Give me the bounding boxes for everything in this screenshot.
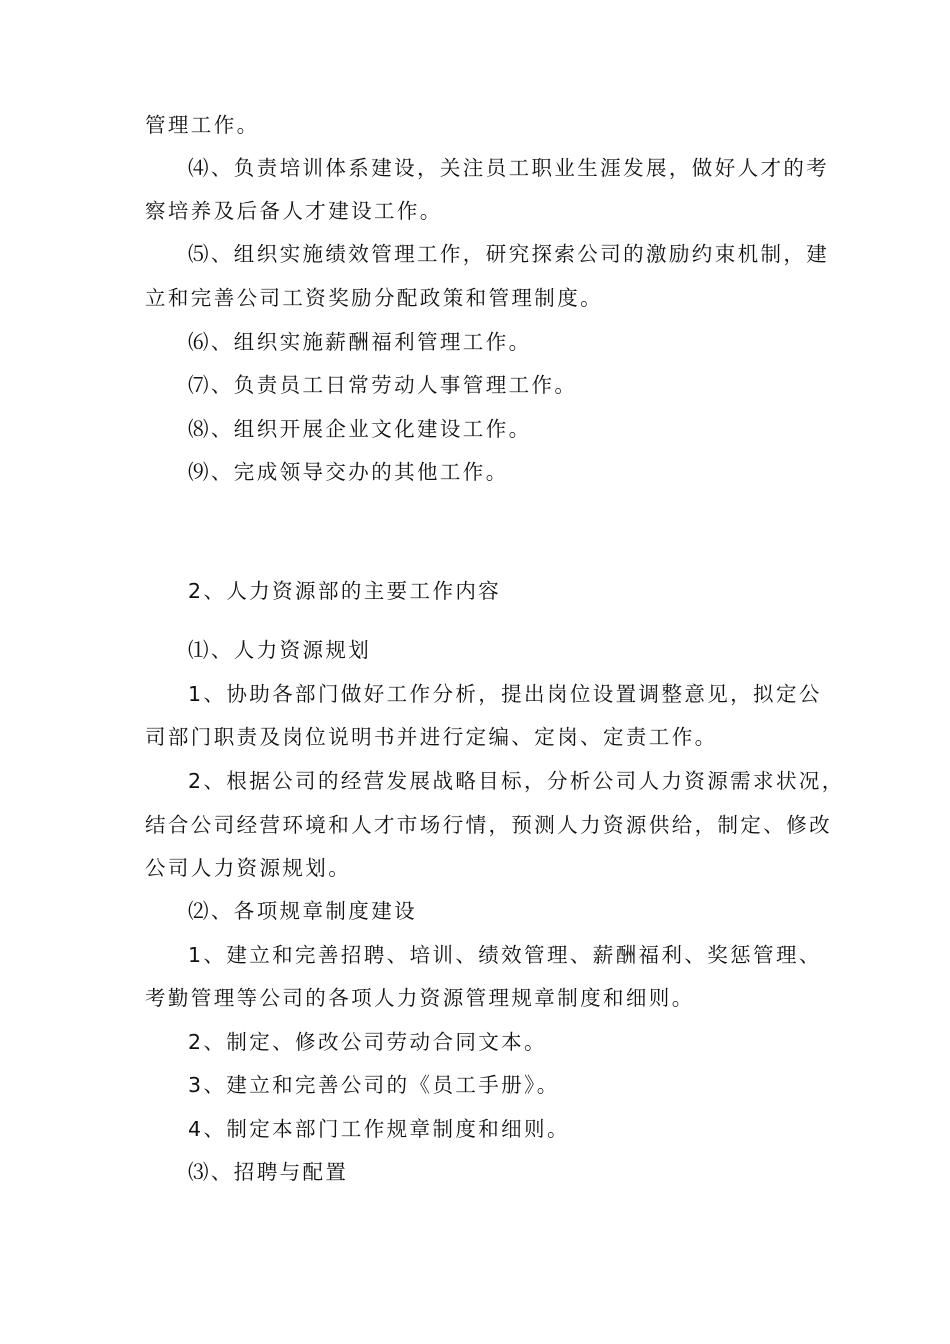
subsection-heading: ⑵、各项规章制度建设 [188, 899, 417, 923]
text-line: 立和完善公司工资奖励分配政策和管理制度。 [145, 286, 603, 310]
subsection-heading: ⑴、人力资源规划 [188, 638, 372, 662]
text-line: 司部门职责及岗位说明书并进行定编、定岗、定责工作。 [145, 725, 718, 749]
text-line: 公司人力资源规划。 [145, 856, 352, 880]
text-line: ⑹、组织实施薪酬福利管理工作。 [188, 330, 532, 354]
text-line: 1、建立和完善招聘、培训、绩效管理、薪酬福利、奖惩管理、 [188, 943, 822, 967]
section-heading: 2、人力资源部的主要工作内容 [188, 579, 502, 603]
text-line: ⑸、组织实施绩效管理工作，研究探索公司的激励约束机制，建 [188, 242, 830, 266]
text-line: 1、协助各部门做好工作分析，提出岗位设置调整意见，拟定公 [188, 682, 822, 706]
text-line: 2、制定、修改公司劳动合同文本。 [188, 1030, 547, 1054]
text-line: ⑷、负责培训体系建设，关注员工职业生涯发展，做好人才的考 [188, 156, 830, 180]
text-line: 察培养及后备人才建设工作。 [145, 199, 443, 223]
text-line: 4、制定本部门工作规章制度和细则。 [188, 1117, 570, 1141]
text-line: 结合公司经营环境和人才市场行情，预测人力资源供给，制定、修改 [145, 813, 832, 837]
subsection-heading: ⑶、招聘与配置 [188, 1160, 349, 1184]
text-line: 2、根据公司的经营发展战略目标，分析公司人力资源需求状况， [188, 769, 845, 793]
text-line: ⑺、负责员工日常劳动人事管理工作。 [188, 373, 578, 397]
text-line: 考勤管理等公司的各项人力资源管理规章制度和细则。 [145, 986, 695, 1010]
text-line: ⑼、完成领导交办的其他工作。 [188, 460, 509, 484]
text-line: ⑻、组织开展企业文化建设工作。 [188, 417, 532, 441]
text-line: 管理工作。 [145, 113, 260, 137]
text-line: 3、建立和完善公司的《员工手册》。 [188, 1073, 560, 1097]
